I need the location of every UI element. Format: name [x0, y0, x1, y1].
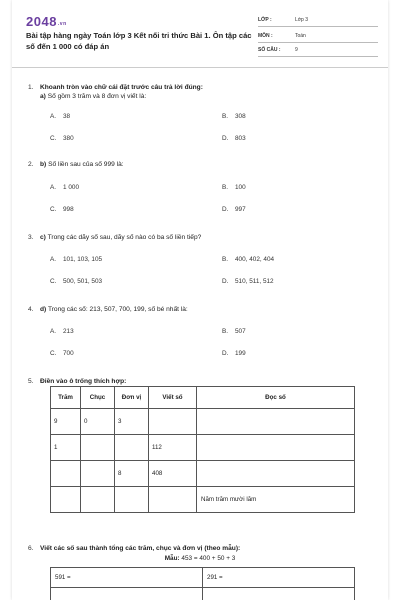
table-row	[51, 461, 355, 487]
header-don-vi: Đơn vị	[115, 387, 149, 409]
cell[interactable]	[115, 435, 149, 461]
q4-option-a[interactable]	[50, 328, 74, 335]
q4-option-c[interactable]	[50, 350, 74, 357]
option-letter: C.	[50, 350, 57, 357]
cell[interactable]: 408	[149, 461, 197, 487]
sub-text: Số gồm 3 trăm và 8 đơn vị viết là:	[47, 93, 147, 100]
cell[interactable]: 8	[115, 461, 149, 487]
option-letter: D.	[222, 278, 229, 285]
cell[interactable]	[81, 487, 115, 513]
question-text	[40, 160, 370, 169]
cell[interactable]: Năm trăm mười lăm	[197, 487, 355, 513]
question-text	[40, 544, 370, 553]
meta-class-value: Lớp 3	[295, 17, 309, 23]
q2-option-b[interactable]	[222, 184, 246, 191]
header-doc-so: Đọc số	[197, 387, 355, 409]
cell[interactable]: 9	[51, 409, 81, 435]
question-5-text: Điền vào ô trống thích hợp:	[40, 378, 127, 385]
meta-count-value: 9	[295, 47, 298, 53]
cell[interactable]	[81, 435, 115, 461]
question-number: 6.	[28, 545, 34, 552]
q1-option-a[interactable]	[50, 113, 70, 120]
page-title: Bài tập hàng ngày Toán lớp 3 Kết nối tri thức Bài 1. Ôn tập các số đến 1 000 có đáp án	[26, 31, 252, 51]
cell[interactable]	[51, 487, 81, 513]
option-letter: A.	[50, 113, 57, 120]
q1-option-d[interactable]	[222, 135, 246, 142]
sum-table	[50, 567, 355, 600]
sample-value: 453 = 400 + 50 + 3	[181, 555, 236, 562]
table-header-row	[51, 387, 355, 409]
option-letter: C.	[50, 206, 57, 213]
cell[interactable]: 3	[115, 409, 149, 435]
option-text: 507	[235, 328, 246, 335]
q3-option-a[interactable]	[50, 256, 102, 263]
option-letter: A.	[50, 184, 57, 191]
option-text: 510, 511, 512	[235, 278, 274, 285]
option-text: 998	[63, 206, 74, 213]
header-chuc: Chục	[81, 387, 115, 409]
sample-label: Mẫu:	[164, 555, 180, 562]
header-viet-so: Viết số	[149, 387, 197, 409]
option-letter: B.	[222, 328, 229, 335]
question-3-text: Trong các dãy số sau, dãy số nào có ba số liền tiếp?	[47, 234, 202, 241]
q2-option-d[interactable]	[222, 206, 246, 213]
option-letter: C.	[50, 278, 57, 285]
cell[interactable]	[115, 487, 149, 513]
option-text: 199	[235, 350, 246, 357]
table-row	[51, 409, 355, 435]
option-text: 380	[63, 135, 74, 142]
option-letter: A.	[50, 328, 57, 335]
cell[interactable]	[197, 461, 355, 487]
worksheet-page	[12, 0, 388, 600]
option-text: 308	[235, 113, 246, 120]
logo-text: 2048	[26, 14, 57, 29]
option-letter: B.	[222, 113, 229, 120]
cell[interactable]	[81, 461, 115, 487]
option-text: 213	[63, 328, 74, 335]
place-value-table	[50, 386, 355, 513]
header-tram: Trăm	[51, 387, 81, 409]
option-text: 101, 103, 105	[63, 256, 103, 263]
table-row	[51, 435, 355, 461]
question-text	[40, 377, 370, 386]
question-text	[40, 83, 370, 92]
option-text: 700	[63, 350, 74, 357]
option-letter: D.	[222, 350, 229, 357]
sub-label: b)	[40, 161, 47, 168]
cell[interactable]: 291 =	[203, 568, 355, 588]
question-number: 4.	[28, 306, 34, 313]
sub-label: a)	[40, 93, 46, 100]
q1-option-b[interactable]	[222, 113, 246, 120]
question-text	[40, 233, 370, 242]
question-2-text: Số liền sau của số 999 là:	[48, 161, 124, 168]
option-letter: A.	[50, 256, 57, 263]
question-1-sub	[40, 92, 370, 101]
option-letter: D.	[222, 135, 229, 142]
option-text: 100	[235, 184, 246, 191]
cell[interactable]: 1	[51, 435, 81, 461]
cell[interactable]	[51, 461, 81, 487]
cell[interactable]: 591 =	[51, 568, 203, 588]
sample-line	[12, 555, 388, 562]
sub-label: c)	[40, 234, 46, 241]
cell[interactable]	[203, 588, 355, 600]
table-row	[51, 568, 355, 588]
q2-option-a[interactable]	[50, 184, 79, 191]
table-row	[51, 588, 355, 600]
header-divider	[12, 67, 388, 68]
table-row	[51, 487, 355, 513]
cell[interactable]	[51, 588, 203, 600]
meta-count-label: SỐ CÂU :	[258, 47, 281, 53]
meta-class	[258, 14, 378, 27]
cell[interactable]	[149, 487, 197, 513]
question-text	[40, 305, 370, 314]
question-number: 3.	[28, 234, 34, 241]
meta-subject-label: MÔN :	[258, 33, 273, 39]
cell[interactable]: 0	[81, 409, 115, 435]
question-6-text: Viết các số sau thành tổng các trăm, chục và đơn vị (theo mẫu):	[40, 545, 241, 552]
option-letter: D.	[222, 206, 229, 213]
meta-subject-value: Toán	[295, 33, 306, 39]
question-1-intro: Khoanh tròn vào chữ cái đặt trước câu trả lời đúng:	[40, 84, 203, 91]
question-number: 5.	[28, 378, 34, 385]
option-text: 1 000	[63, 184, 79, 191]
cell[interactable]	[149, 409, 197, 435]
q3-option-c[interactable]	[50, 278, 102, 285]
meta-class-label: LỚP :	[258, 17, 272, 23]
site-logo[interactable]	[26, 14, 67, 29]
option-text: 997	[235, 206, 246, 213]
option-letter: B.	[222, 184, 229, 191]
sub-label: d)	[40, 306, 47, 313]
option-text: 38	[63, 113, 71, 120]
meta-question-count	[258, 44, 378, 57]
logo-suffix: .vn	[57, 21, 67, 27]
q4-option-b[interactable]	[222, 328, 246, 335]
cell[interactable]	[197, 435, 355, 461]
cell[interactable]: 112	[149, 435, 197, 461]
q1-option-c[interactable]	[50, 135, 74, 142]
option-text: 500, 501, 503	[63, 278, 103, 285]
cell[interactable]	[197, 409, 355, 435]
question-4-text: Trong các số: 213, 507, 700, 199, số bé nhất là:	[47, 306, 188, 313]
q4-option-d[interactable]	[222, 350, 246, 357]
question-number: 2.	[28, 161, 34, 168]
option-letter: C.	[50, 135, 57, 142]
question-number: 1.	[28, 84, 34, 91]
q2-option-c[interactable]	[50, 206, 74, 213]
q3-option-b[interactable]	[222, 256, 274, 263]
option-text: 400, 402, 404	[235, 256, 275, 263]
option-text: 803	[235, 135, 246, 142]
q3-option-d[interactable]	[222, 278, 274, 285]
meta-subject	[258, 30, 378, 43]
option-letter: B.	[222, 256, 229, 263]
